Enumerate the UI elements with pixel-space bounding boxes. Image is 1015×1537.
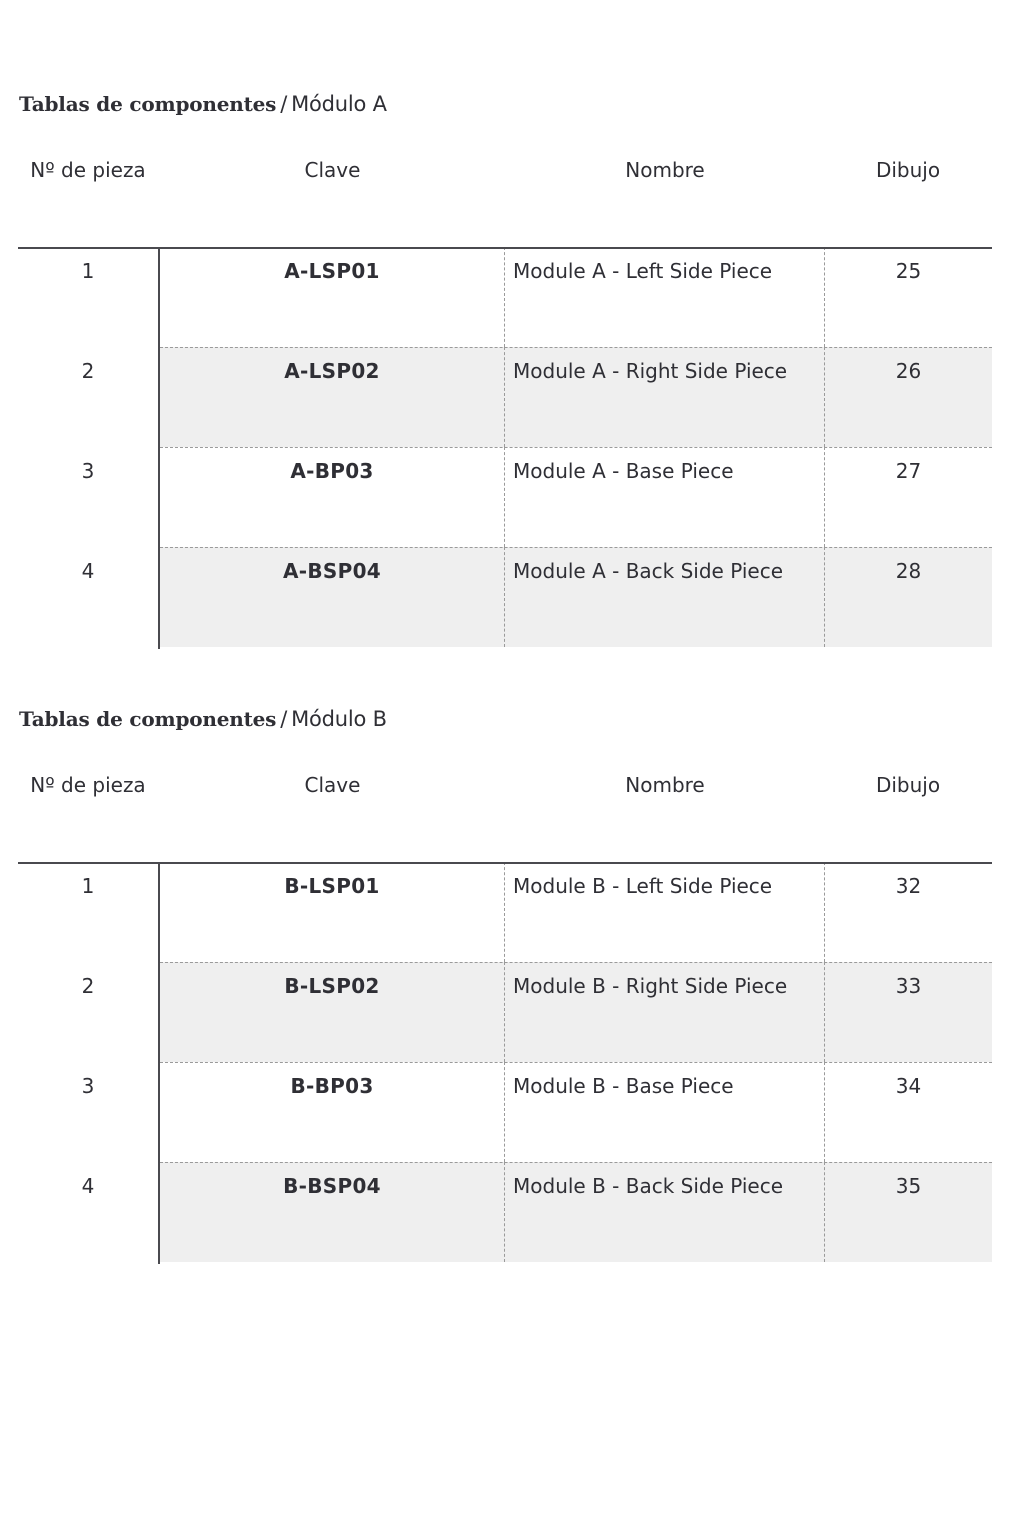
section-title-bold: Tablas de componentes [19,92,277,116]
row-divider [160,547,992,548]
cell-dibujo: 35 [895,1174,922,1198]
cell-num: 2 [81,359,95,383]
cell-clave: B-LSP01 [284,874,380,898]
table-top-rule [18,862,992,864]
section-title [19,707,387,731]
table-row [18,962,992,1062]
header-num: Nº de pieza [30,773,146,797]
column-divider [504,247,505,347]
table-header [0,773,1015,799]
cell-nombre: Module B - Base Piece [513,1074,734,1098]
table-top-rule [18,247,992,249]
table-left-rule [158,862,160,1264]
table-row [18,547,992,647]
section-title-separator: / [280,707,288,731]
cell-nombre: Module A - Right Side Piece [513,359,788,383]
header-dibujo: Dibujo [875,773,941,797]
header-clave: Clave [304,773,361,797]
table-left-rule [158,247,160,649]
table-row [18,247,992,347]
cell-clave: B-LSP02 [284,974,380,998]
cell-num: 1 [81,259,95,283]
cell-nombre: Module B - Back Side Piece [513,1174,784,1198]
components-table [18,247,992,649]
cell-num: 4 [81,1174,95,1198]
cell-clave: B-BP03 [290,1074,374,1098]
cell-nombre: Module A - Left Side Piece [513,259,773,283]
cell-num: 2 [81,974,95,998]
cell-num: 4 [81,559,95,583]
components-table [18,862,992,1264]
cell-clave: A-BP03 [290,459,374,483]
section-title [19,92,387,116]
cell-nombre: Module B - Right Side Piece [513,974,788,998]
column-divider [504,447,505,547]
column-divider [504,962,505,1062]
cell-dibujo: 32 [895,874,922,898]
cell-dibujo: 34 [895,1074,922,1098]
row-divider [160,1162,992,1163]
cell-dibujo: 28 [895,559,922,583]
row-divider [160,1062,992,1063]
header-dibujo: Dibujo [875,158,941,182]
cell-dibujo: 26 [895,359,922,383]
cell-num: 3 [81,1074,95,1098]
cell-nombre: Module A - Base Piece [513,459,734,483]
column-divider [504,1162,505,1262]
cell-num: 1 [81,874,95,898]
section-title-separator: / [280,92,288,116]
table-row [18,862,992,962]
header-nombre: Nombre [625,773,705,797]
cell-dibujo: 25 [895,259,922,283]
row-divider [160,962,992,963]
section-title-module: Módulo A [291,92,387,116]
cell-clave: B-BSP04 [283,1174,381,1198]
table-row [18,347,992,447]
header-nombre: Nombre [625,158,705,182]
column-divider [504,862,505,962]
header-num: Nº de pieza [30,158,146,182]
cell-clave: A-LSP01 [284,259,380,283]
section-title-module: Módulo B [291,707,387,731]
column-divider [504,1062,505,1162]
row-divider [160,347,992,348]
column-divider [504,347,505,447]
table-row [18,1162,992,1262]
cell-dibujo: 27 [895,459,922,483]
table-row [18,1062,992,1162]
cell-dibujo: 33 [895,974,922,998]
column-divider [504,547,505,647]
cell-clave: A-LSP02 [284,359,380,383]
section-title-bold: Tablas de componentes [19,707,277,731]
table-header [0,158,1015,184]
table-row [18,447,992,547]
header-clave: Clave [304,158,361,182]
cell-nombre: Module A - Back Side Piece [513,559,783,583]
cell-num: 3 [81,459,95,483]
row-divider [160,447,992,448]
cell-clave: A-BSP04 [282,559,382,583]
cell-nombre: Module B - Left Side Piece [513,874,773,898]
